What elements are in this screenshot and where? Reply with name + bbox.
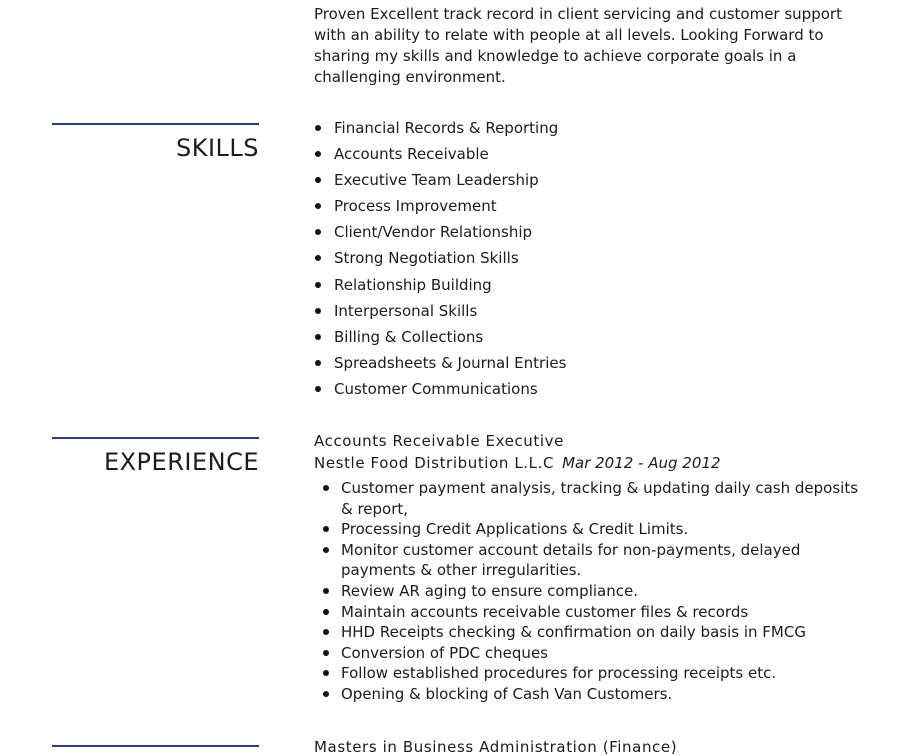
job-dates: Mar 2012 - Aug 2012 [562, 454, 721, 472]
list-item: Interpersonal Skills [314, 300, 566, 326]
list-item: Monitor customer account details for non-payments, delayed payments & other irregularities. [341, 540, 871, 581]
company-line [314, 454, 721, 472]
list-item: Opening & blocking of Cash Van Customers. [341, 684, 871, 705]
list-item: Follow established procedures for processing receipts etc. [341, 663, 871, 684]
list-item: Processing Credit Applications & Credit Limits. [341, 519, 871, 540]
education-degree: Masters in Business Administration (Finance) [314, 738, 678, 756]
list-item: HHD Receipts checking & confirmation on daily basis in FMCG [341, 622, 871, 643]
list-item: Relationship Building [314, 274, 566, 300]
list-item: Client/Vendor Relationship [314, 221, 566, 247]
summary-text: Proven Excellent track record in client servicing and customer support with an ability to relate with people at all levels. Looking Forward to sharing my skills and knowledge to achieve corporate goals in a challenging environment. [314, 5, 842, 86]
job-title: Accounts Receivable Executive [314, 432, 564, 450]
list-item: Executive Team Leadership [314, 169, 566, 195]
list-item: Billing & Collections [314, 326, 566, 352]
list-item: Process Improvement [314, 195, 566, 221]
list-item: Conversion of PDC cheques [341, 643, 871, 664]
list-item: Strong Negotiation Skills [314, 247, 566, 273]
skills-list [314, 117, 566, 404]
list-item: Maintain accounts receivable customer files & records [341, 602, 871, 623]
list-item: Financial Records & Reporting [314, 117, 566, 143]
duties-list [341, 478, 871, 705]
experience-heading: EXPERIENCE [103, 448, 259, 476]
list-item: Customer Communications [314, 378, 566, 404]
experience-divider [52, 437, 259, 439]
education-divider [52, 745, 259, 747]
skills-divider [52, 123, 259, 125]
list-item: Spreadsheets & Journal Entries [314, 352, 566, 378]
company-name: Nestle Food Distribution L.L.C [314, 454, 555, 472]
list-item: Customer payment analysis, tracking & updating daily cash deposits & report, [341, 478, 871, 519]
list-item: Review AR aging to ensure compliance. [341, 581, 871, 602]
list-item: Accounts Receivable [314, 143, 566, 169]
skills-heading: SKILLS [175, 134, 259, 162]
